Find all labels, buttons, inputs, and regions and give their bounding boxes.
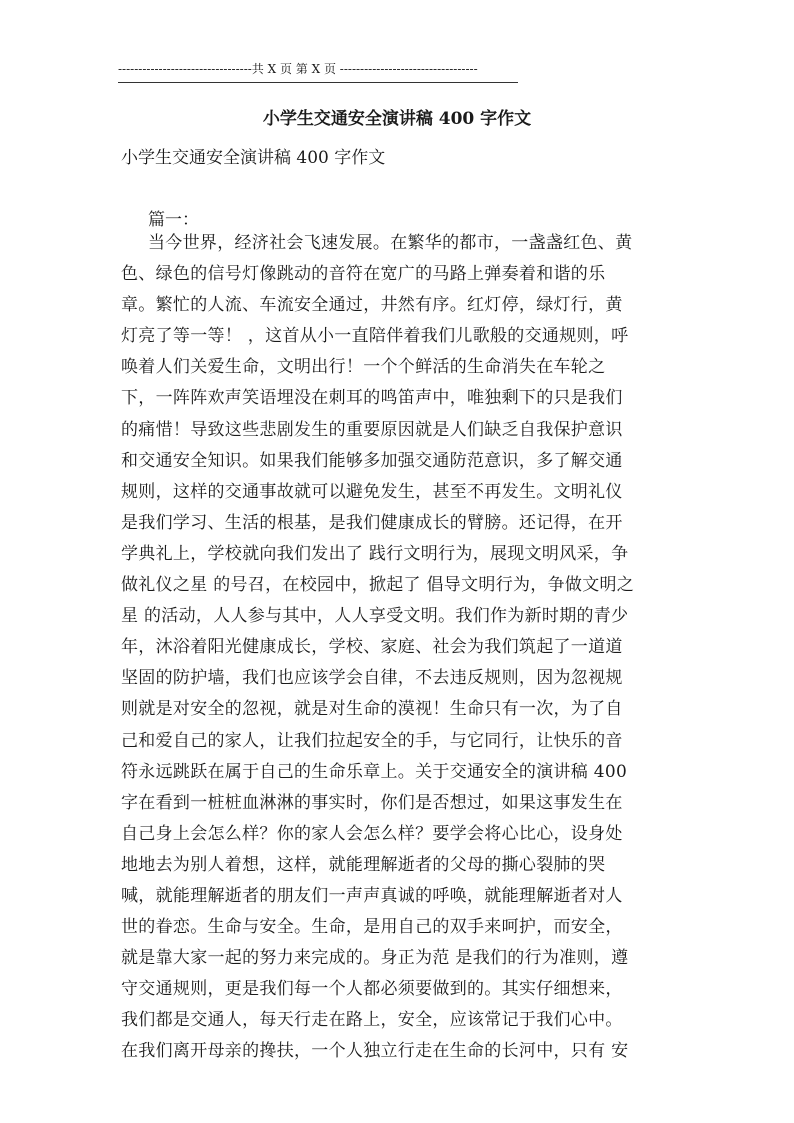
body-line: 的痛惜！导致这些悲剧发生的重要原因就是人们缺乏自我保护意识 — [121, 419, 623, 440]
body-line: 我们都是交通人，每天行走在路上，安全，应该常记于我们心中。 — [121, 1010, 623, 1031]
body-line: 自己身上会怎么样？你的家人会怎么样？要学会将心比心，设身处 — [121, 823, 623, 844]
body-line: 做礼仪之星 的号召，在校园中，掀起了 倡导文明行为，争做文明之 — [121, 575, 635, 596]
body-line: 章。繁忙的人流、车流安全通过，井然有序。红灯停，绿灯行，黄 — [121, 295, 623, 316]
body-line: 下，一阵阵欢声笑语埋没在刺耳的鸣笛声中，唯独剩下的只是我们 — [121, 388, 623, 409]
body-line: 色、绿色的信号灯像跳动的音符在宽广的马路上弹奏着和谐的乐 — [121, 264, 606, 285]
body-line: 地地去为别人着想，这样，就能理解逝者的父母的撕心裂肺的哭 — [121, 854, 606, 875]
body-line: 唤着人们关爱生命，文明出行！一个个鲜活的生命消失在车轮之 — [121, 357, 606, 378]
body-line: 己和爱自己的家人，让我们拉起安全的手，与它同行，让快乐的音 — [121, 730, 623, 751]
body-line: 是我们学习、生活的根基，是我们健康成长的臂膀。还记得，在开 — [121, 512, 623, 533]
body-line: 喊，就能理解逝者的朋友们一声声真诚的呼唤，就能理解逝者对人 — [121, 885, 623, 906]
page-header — [118, 58, 518, 83]
body-line: 规则，这样的交通事故就可以避免发生，甚至不再发生。文明礼仪 — [121, 481, 623, 502]
body-line: 坚固的防护墙，我们也应该学会自律，不去违反规则，因为忽视规 — [121, 668, 623, 689]
section-label: 篇一： — [148, 210, 199, 230]
body-line: 就是靠大家一起的努力来完成的。身正为范 是我们的行为准则，遵 — [121, 948, 629, 969]
body-line: 星 的活动，人人参与其中，人人享受文明。我们作为新时期的青少 — [121, 606, 629, 627]
body-line: 年，沐浴着阳光健康成长，学校、家庭、社会为我们筑起了一道道 — [121, 637, 623, 658]
body-line: 守交通规则，更是我们每一个人都必须要做到的。其实仔细想来， — [121, 979, 623, 1000]
body-line: 符永远跳跃在属于自己的生命乐章上。关于交通安全的演讲稿 400 — [121, 761, 628, 782]
document-title: 小学生交通安全演讲稿 400 字作文 — [262, 109, 532, 129]
body-text — [121, 228, 681, 1068]
body-line: 在我们离开母亲的搀扶，一个人独立行走在生命的长河中，只有 安 — [121, 1041, 629, 1062]
body-line: 当今世界，经济社会飞速发展。在繁华的都市，一盏盏红色、黄 — [148, 233, 633, 253]
body-line: 则就是对安全的忽视，就是对生命的漠视！生命只有一次，为了自 — [121, 699, 623, 720]
body-line: 和交通安全知识。如果我们能够多加强交通防范意识，多了解交通 — [121, 450, 623, 471]
body-line: 学典礼上，学校就向我们发出了 践行文明行为，展现文明风采，争 — [121, 543, 629, 564]
body-line: 字在看到一桩桩血淋淋的事实时，你们是否想过，如果这事发生在 — [121, 792, 623, 813]
page-count-header: ---------------------------------共 X 页 第 X 页 ---------------------------------- — [118, 62, 478, 76]
document-subtitle: 小学生交通安全演讲稿 400 字作文 — [121, 148, 386, 168]
body-line: 灯亮了等一等！ ，这首从小一直陪伴着我们儿歌般的交通规则，呼 — [121, 326, 629, 347]
body-line: 世的眷恋。生命与安全。生命，是用自己的双手来呵护，而安全， — [121, 917, 623, 938]
